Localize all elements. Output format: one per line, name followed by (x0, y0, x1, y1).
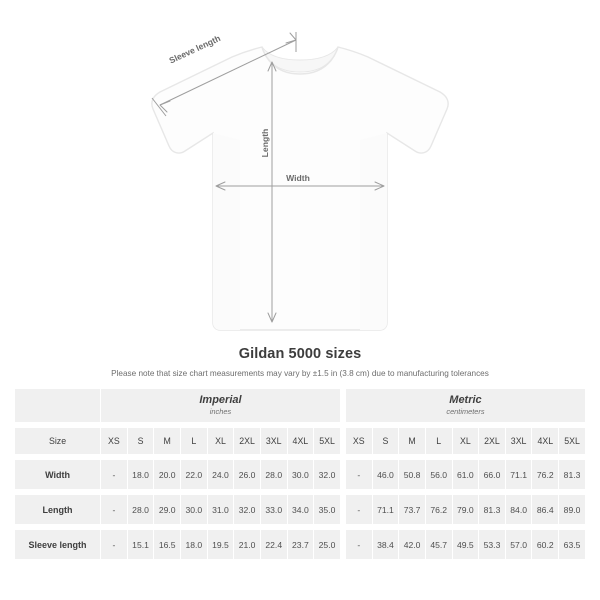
tolerance-note: Please note that size chart measurements may vary by ±1.5 in (3.8 cm) due to manufacturing tolerances (111, 369, 489, 378)
cell-length-imperial-8: 35.0 (314, 495, 341, 525)
cell-length-metric-6: 84.0 (505, 495, 532, 525)
size-header-metric-1: S (372, 428, 399, 455)
cell-length-imperial-5: 32.0 (234, 495, 261, 525)
cell-length-metric-7: 86.4 (532, 495, 559, 525)
cell-sleeve-metric-0: - (345, 530, 372, 560)
size-header-imperial-7: 4XL (287, 428, 314, 455)
size-chart-table (14, 388, 586, 560)
width-label: Width (286, 173, 310, 183)
table-row (15, 460, 586, 490)
cell-sleeve-imperial-8: 25.0 (314, 530, 341, 560)
size-header-metric-6: 3XL (505, 428, 532, 455)
cell-width-metric-8: 81.3 (559, 460, 586, 490)
size-header-imperial-8: 5XL (314, 428, 341, 455)
cell-sleeve-metric-4: 49.5 (452, 530, 479, 560)
cell-width-imperial-2: 20.0 (154, 460, 181, 490)
cell-width-metric-5: 66.0 (479, 460, 506, 490)
cell-length-imperial-3: 30.0 (181, 495, 208, 525)
size-label-cell: Size (15, 428, 101, 455)
size-header-imperial-3: L (181, 428, 208, 455)
cell-width-imperial-7: 30.0 (287, 460, 314, 490)
cell-width-imperial-0: - (101, 460, 128, 490)
size-header-metric-4: XL (452, 428, 479, 455)
cell-sleeve-metric-8: 63.5 (559, 530, 586, 560)
unit-imperial-sub: inches (209, 407, 232, 416)
cell-sleeve-metric-5: 53.3 (479, 530, 506, 560)
sleeve-length-label: Sleeve length (167, 33, 222, 66)
unit-imperial-name: Imperial (199, 394, 242, 407)
cell-sleeve-imperial-5: 21.0 (234, 530, 261, 560)
row-label-width: Width (15, 460, 101, 490)
cell-length-metric-5: 81.3 (479, 495, 506, 525)
cell-sleeve-imperial-6: 22.4 (260, 530, 287, 560)
cell-length-metric-2: 73.7 (399, 495, 426, 525)
cell-width-metric-2: 50.8 (399, 460, 426, 490)
cell-length-imperial-0: - (101, 495, 128, 525)
unit-imperial-cell (101, 389, 341, 423)
cell-width-imperial-5: 26.0 (234, 460, 261, 490)
unit-metric-name: Metric (449, 394, 482, 407)
cell-length-metric-3: 76.2 (425, 495, 452, 525)
cell-sleeve-imperial-7: 23.7 (287, 530, 314, 560)
length-label: Length (260, 128, 270, 158)
cell-width-imperial-1: 18.0 (127, 460, 154, 490)
cell-width-metric-4: 61.0 (452, 460, 479, 490)
cell-sleeve-metric-1: 38.4 (372, 530, 399, 560)
size-table-wrap (0, 388, 600, 560)
cell-sleeve-imperial-2: 16.5 (154, 530, 181, 560)
size-header-metric-5: 2XL (479, 428, 506, 455)
row-label-length: Length (15, 495, 101, 525)
unit-corner-cell (15, 389, 101, 423)
unit-metric-sub: centimeters (446, 407, 485, 416)
cell-length-imperial-6: 33.0 (260, 495, 287, 525)
size-header-imperial-6: 3XL (260, 428, 287, 455)
size-header-row (15, 428, 586, 455)
page-title: Gildan 5000 sizes (238, 346, 362, 362)
cell-length-imperial-7: 34.0 (287, 495, 314, 525)
cell-length-metric-4: 79.0 (452, 495, 479, 525)
cell-sleeve-imperial-0: - (101, 530, 128, 560)
size-header-imperial-1: S (127, 428, 154, 455)
cell-sleeve-metric-6: 57.0 (505, 530, 532, 560)
cell-sleeve-imperial-3: 18.0 (181, 530, 208, 560)
row-label-sleeve-length: Sleeve length (15, 530, 101, 560)
cell-sleeve-imperial-4: 19.5 (207, 530, 234, 560)
unit-header-row (15, 389, 586, 423)
size-header-metric-0: XS (345, 428, 372, 455)
title-block (0, 346, 600, 378)
cell-width-metric-6: 71.1 (505, 460, 532, 490)
tshirt-shape (152, 47, 448, 330)
cell-sleeve-metric-7: 60.2 (532, 530, 559, 560)
cell-width-imperial-6: 28.0 (260, 460, 287, 490)
table-row (15, 530, 586, 560)
size-header-metric-8: 5XL (559, 428, 586, 455)
cell-width-imperial-4: 24.0 (207, 460, 234, 490)
cell-sleeve-imperial-1: 15.1 (127, 530, 154, 560)
size-header-imperial-2: M (154, 428, 181, 455)
cell-width-imperial-3: 22.0 (181, 460, 208, 490)
size-header-metric-2: M (399, 428, 426, 455)
cell-width-imperial-8: 32.0 (314, 460, 341, 490)
cell-sleeve-metric-3: 45.7 (425, 530, 452, 560)
size-header-imperial-0: XS (101, 428, 128, 455)
cell-length-metric-1: 71.1 (372, 495, 399, 525)
size-header-imperial-5: 2XL (234, 428, 261, 455)
cell-width-metric-1: 46.0 (372, 460, 399, 490)
cell-length-metric-0: - (345, 495, 372, 525)
size-header-metric-7: 4XL (532, 428, 559, 455)
cell-width-metric-3: 56.0 (425, 460, 452, 490)
table-row (15, 495, 586, 525)
cell-length-imperial-4: 31.0 (207, 495, 234, 525)
cell-width-metric-7: 76.2 (532, 460, 559, 490)
size-header-metric-3: L (425, 428, 452, 455)
size-header-imperial-4: XL (207, 428, 234, 455)
unit-metric-cell (345, 389, 585, 423)
cell-length-imperial-2: 29.0 (154, 495, 181, 525)
cell-sleeve-metric-2: 42.0 (399, 530, 426, 560)
cell-width-metric-0: - (345, 460, 372, 490)
cell-length-imperial-1: 28.0 (127, 495, 154, 525)
cell-length-metric-8: 89.0 (559, 495, 586, 525)
